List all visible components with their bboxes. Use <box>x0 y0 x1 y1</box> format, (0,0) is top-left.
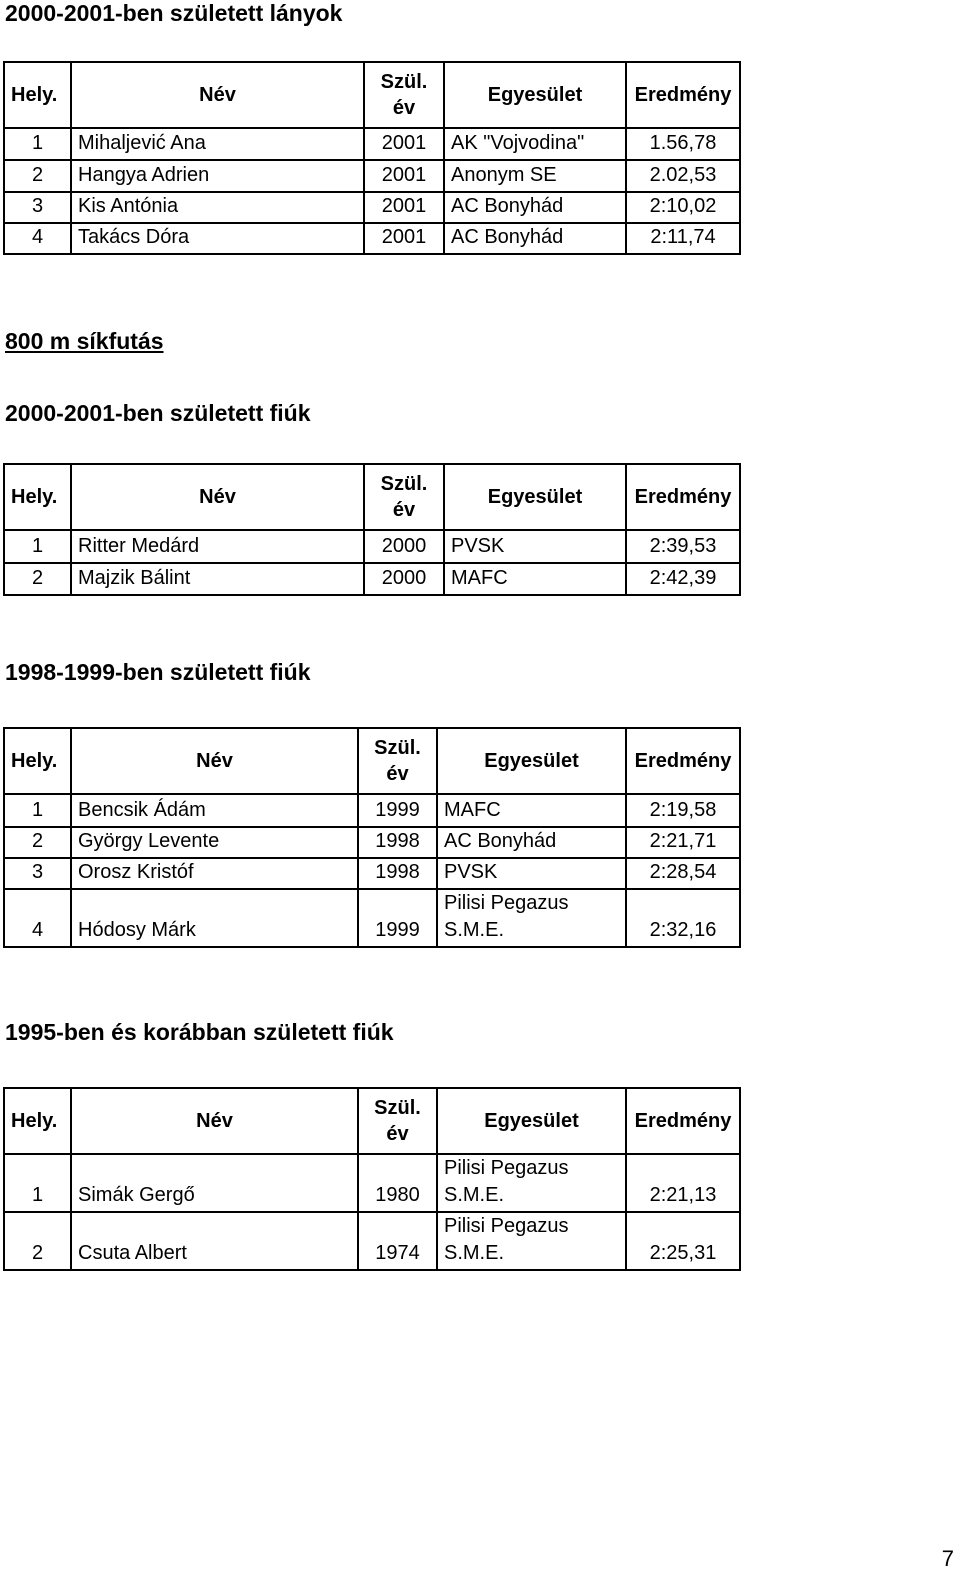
cell-club: Anonym SE <box>444 160 626 192</box>
header-birth-year <box>364 62 444 128</box>
cell-name: Majzik Bálint <box>71 563 364 595</box>
header-club: Egyesület <box>437 728 626 794</box>
cell-club <box>437 1154 626 1212</box>
cell-club: PVSK <box>437 858 626 889</box>
cell-place: 1 <box>4 1154 71 1212</box>
section-title-boys-2000-2001: 2000-2001-ben született fiúk <box>5 400 311 426</box>
header-birth-year-line1: Szül. <box>374 1097 421 1119</box>
header-birth-year <box>358 728 437 794</box>
header-club: Egyesület <box>444 62 626 128</box>
event-title: 800 m síkfutás <box>5 328 164 354</box>
cell-birth-year: 2001 <box>364 128 444 160</box>
cell-birth-year: 2001 <box>364 192 444 223</box>
cell-club: MAFC <box>444 563 626 595</box>
cell-name: Hódosy Márk <box>71 889 358 947</box>
header-birth-year <box>364 464 444 530</box>
cell-club <box>437 889 626 947</box>
results-table-boys-1995-and-earlier <box>3 1087 741 1271</box>
header-result: Eredmény <box>626 728 740 794</box>
cell-place: 4 <box>4 889 71 947</box>
cell-club-line1: Pilisi Pegazus <box>444 1157 569 1179</box>
cell-place: 2 <box>4 1212 71 1270</box>
header-birth-year-line1: Szül. <box>374 737 421 759</box>
table-header-row <box>4 464 740 530</box>
header-place: Hely. <box>4 1088 71 1154</box>
cell-place: 2 <box>4 563 71 595</box>
cell-result: 2:32,16 <box>626 889 740 947</box>
header-birth-year <box>358 1088 437 1154</box>
cell-result: 2:10,02 <box>626 192 740 223</box>
header-name: Név <box>71 1088 358 1154</box>
cell-name: Mihaljević Ana <box>71 128 364 160</box>
table-row <box>4 1154 740 1212</box>
cell-birth-year: 1998 <box>358 858 437 889</box>
header-place: Hely. <box>4 728 71 794</box>
cell-place: 3 <box>4 192 71 223</box>
cell-place: 2 <box>4 160 71 192</box>
header-name: Név <box>71 728 358 794</box>
header-birth-year-line2: év <box>392 499 416 521</box>
table-row <box>4 160 740 192</box>
header-club: Egyesület <box>437 1088 626 1154</box>
section-title-boys-1998-1999: 1998-1999-ben született fiúk <box>5 659 311 685</box>
cell-club-line2: S.M.E. <box>444 919 505 941</box>
cell-birth-year: 2001 <box>364 160 444 192</box>
cell-name: Bencsik Ádám <box>71 794 358 827</box>
table-row <box>4 858 740 889</box>
cell-club-line1: Pilisi Pegazus <box>444 892 569 914</box>
cell-name: György Levente <box>71 827 358 858</box>
cell-name: Orosz Kristóf <box>71 858 358 889</box>
cell-club <box>437 1212 626 1270</box>
table-header-row <box>4 62 740 128</box>
cell-result: 2:25,31 <box>626 1212 740 1270</box>
cell-name: Simák Gergő <box>71 1154 358 1212</box>
cell-place: 3 <box>4 858 71 889</box>
header-name: Név <box>71 464 364 530</box>
table-row <box>4 563 740 595</box>
table-row <box>4 530 740 563</box>
header-birth-year-line2: év <box>386 763 409 785</box>
table-header-row <box>4 728 740 794</box>
header-place: Hely. <box>4 464 71 530</box>
cell-club-line2: S.M.E. <box>444 1184 505 1206</box>
cell-name: Csuta Albert <box>71 1212 358 1270</box>
cell-place: 1 <box>4 530 71 563</box>
cell-birth-year: 1998 <box>358 827 437 858</box>
cell-birth-year: 1999 <box>358 794 437 827</box>
cell-result: 2:11,74 <box>626 223 740 254</box>
cell-birth-year: 2000 <box>364 530 444 563</box>
table-row <box>4 889 740 947</box>
cell-club: AC Bonyhád <box>437 827 626 858</box>
header-result: Eredmény <box>626 62 740 128</box>
cell-place: 1 <box>4 794 71 827</box>
cell-result: 2:28,54 <box>626 858 740 889</box>
results-table-boys-2000-2001 <box>3 463 741 596</box>
cell-result: 2:42,39 <box>626 563 740 595</box>
cell-club: AK "Vojvodina" <box>444 128 626 160</box>
header-club: Egyesület <box>444 464 626 530</box>
cell-name: Hangya Adrien <box>71 160 364 192</box>
cell-result: 2.02,53 <box>626 160 740 192</box>
cell-result: 2:39,53 <box>626 530 740 563</box>
cell-result: 2:21,13 <box>626 1154 740 1212</box>
cell-club: AC Bonyhád <box>444 223 626 254</box>
cell-result: 2:19,58 <box>626 794 740 827</box>
results-table-girls-2000-2001 <box>3 61 741 255</box>
cell-name: Ritter Medárd <box>71 530 364 563</box>
header-result: Eredmény <box>626 1088 740 1154</box>
header-place: Hely. <box>4 62 71 128</box>
cell-club: MAFC <box>437 794 626 827</box>
table-row <box>4 223 740 254</box>
table-row <box>4 794 740 827</box>
header-birth-year-line2: év <box>386 1123 409 1145</box>
cell-club-line1: Pilisi Pegazus <box>444 1215 569 1237</box>
cell-club: PVSK <box>444 530 626 563</box>
cell-club-line2: S.M.E. <box>444 1242 505 1264</box>
cell-place: 1 <box>4 128 71 160</box>
header-name: Név <box>71 62 364 128</box>
cell-name: Kis Antónia <box>71 192 364 223</box>
cell-result: 2:21,71 <box>626 827 740 858</box>
cell-name: Takács Dóra <box>71 223 364 254</box>
header-birth-year-line2: év <box>392 97 416 119</box>
table-row <box>4 1212 740 1270</box>
table-row <box>4 827 740 858</box>
page-number: 7 <box>941 1546 954 1571</box>
cell-birth-year: 2000 <box>364 563 444 595</box>
cell-place: 4 <box>4 223 71 254</box>
table-row <box>4 128 740 160</box>
cell-club: AC Bonyhád <box>444 192 626 223</box>
header-birth-year-line1: Szül. <box>380 473 428 495</box>
header-result: Eredmény <box>626 464 740 530</box>
table-header-row <box>4 1088 740 1154</box>
table-row <box>4 192 740 223</box>
cell-result: 1.56,78 <box>626 128 740 160</box>
section-title-boys-1995-and-earlier: 1995-ben és korábban született fiúk <box>5 1019 394 1045</box>
cell-place: 2 <box>4 827 71 858</box>
cell-birth-year: 1980 <box>358 1154 437 1212</box>
cell-birth-year: 1974 <box>358 1212 437 1270</box>
cell-birth-year: 1999 <box>358 889 437 947</box>
results-table-boys-1998-1999 <box>3 727 741 948</box>
header-birth-year-line1: Szül. <box>380 71 428 93</box>
section-title-girls-2000-2001: 2000-2001-ben született lányok <box>5 0 343 26</box>
cell-birth-year: 2001 <box>364 223 444 254</box>
